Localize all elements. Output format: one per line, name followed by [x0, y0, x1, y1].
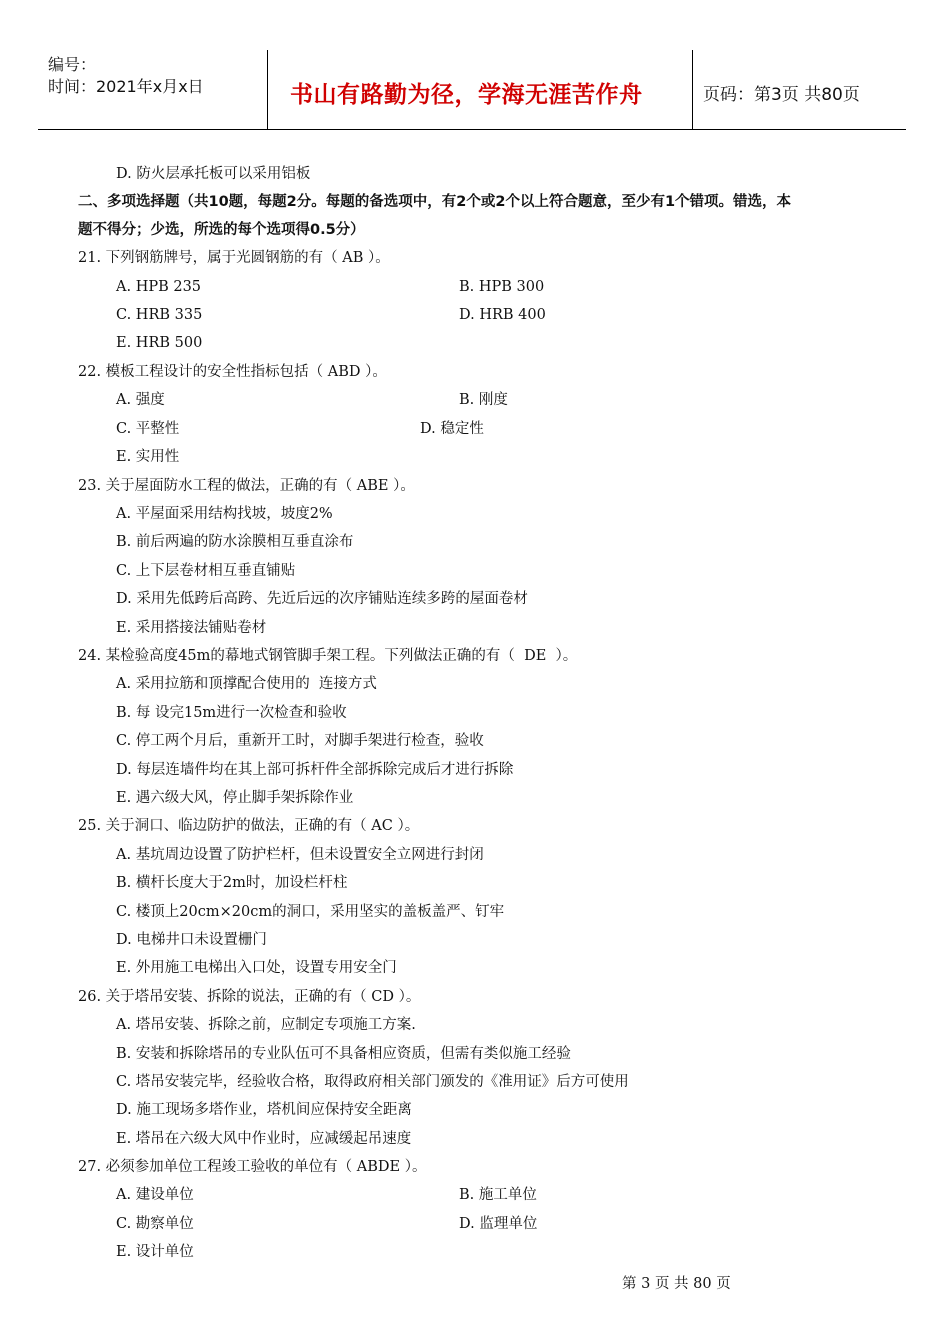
- question-23: 23. 关于屋面防水工程的做法，正确的有（ ABE ）。: [78, 478, 415, 494]
- option-line: A. 采用拉筋和顶撑配合使用的 连接方式: [116, 676, 377, 692]
- question-22: 22. 模板工程设计的安全性指标包括（ ABD ）。: [78, 364, 387, 380]
- option-line: E. HRB 500: [116, 335, 203, 351]
- option-line: E. 遇六级大风，停止脚手架拆除作业: [116, 790, 354, 806]
- option-line: B. 刚度: [459, 392, 508, 408]
- option-line: C. HRB 335: [116, 307, 203, 323]
- option-line: D. 监理单位: [459, 1216, 538, 1232]
- time-label: 时间：2021年x月x日: [48, 77, 204, 96]
- option-line: D. 防火层承托板可以采用铝板: [116, 166, 311, 182]
- question-26: 26. 关于塔吊安装、拆除的说法，正确的有（ CD ）。: [78, 989, 421, 1005]
- question-21: 21. 下列钢筋牌号，属于光圆钢筋的有（ AB ）。: [78, 250, 390, 266]
- option-line: E. 设计单位: [116, 1244, 194, 1260]
- option-line: E. 采用搭接法铺贴卷材: [116, 620, 267, 636]
- header-divider-right: [692, 50, 693, 129]
- option-line: A. 塔吊安装、拆除之前，应制定专项施工方案.: [116, 1017, 416, 1033]
- header-divider-left: [267, 50, 268, 129]
- option-line: C. 勘察单位: [116, 1216, 194, 1232]
- option-line: B. HPB 300: [459, 279, 545, 295]
- option-line: B. 施工单位: [459, 1187, 537, 1203]
- page-header: [38, 50, 906, 130]
- header-motto: 书山有路勤为径，学海无涯苦作舟: [290, 81, 643, 108]
- question-27: 27. 必须参加单位工程竣工验收的单位有（ ABDE ）。: [78, 1159, 427, 1175]
- option-line: B. 横杆长度大于2m时，加设栏杆柱: [116, 875, 348, 891]
- section-heading-cont: 题不得分；少选，所选的每个选项得0.5分）: [78, 222, 365, 238]
- header-meta: [48, 54, 204, 98]
- page-footer: 第 3 页 共 80 页: [622, 1276, 731, 1292]
- option-line: C. 楼顶上20cm×20cm的洞口，采用坚实的盖板盖严、钉牢: [116, 904, 505, 920]
- option-line: D. 采用先低跨后高跨、先近后远的次序铺贴连续多跨的屋面卷材: [116, 591, 528, 607]
- option-line: C. 塔吊安装完毕，经验收合格，取得政府相关部门颁发的《准用证》后方可使用: [116, 1074, 629, 1090]
- option-line: D. 稳定性: [420, 421, 484, 437]
- option-line: D. 每层连墙件均在其上部可拆杆件全部拆除完成后才进行拆除: [116, 762, 514, 778]
- question-24: 24. 某检验高度45m的幕地式钢管脚手架工程。下列做法正确的有（ DE ）。: [78, 648, 578, 664]
- option-line: B. 安装和拆除塔吊的专业队伍可不具备相应资质，但需有类似施工经验: [116, 1046, 571, 1062]
- number-label: 编号：: [48, 55, 97, 74]
- option-line: E. 塔吊在六级大风中作业时，应减缓起吊速度: [116, 1131, 412, 1147]
- option-line: E. 实用性: [116, 449, 180, 465]
- option-line: C. 平整性: [116, 421, 180, 437]
- option-line: D. 电梯井口未设置栅门: [116, 932, 267, 948]
- option-line: A. HPB 235: [116, 279, 202, 295]
- option-line: B. 前后两遍的防水涂膜相互垂直涂布: [116, 534, 354, 550]
- option-line: A. 强度: [116, 392, 165, 408]
- option-line: C. 停工两个月后，重新开工时，对脚手架进行检查，验收: [116, 733, 484, 749]
- option-line: A. 基坑周边设置了防护栏杆，但未设置安全立网进行封闭: [116, 847, 484, 863]
- option-line: A. 平屋面采用结构找坡，坡度2%: [116, 506, 333, 522]
- section-heading: 二、多项选择题（共10题，每题2分。每题的备选项中，有2个或2个以上符合题意，至少有1个错项。错选，本: [78, 194, 792, 210]
- option-line: D. 施工现场多塔作业，塔机间应保持安全距离: [116, 1102, 412, 1118]
- option-line: B. 每 设完15m进行一次检查和验收: [116, 705, 347, 721]
- option-line: C. 上下层卷材相互垂直铺贴: [116, 563, 296, 579]
- option-line: A. 建设单位: [116, 1187, 194, 1203]
- option-line: E. 外用施工电梯出入口处，设置专用安全门: [116, 960, 397, 976]
- header-page-info: 页码：第3页 共80页: [703, 85, 860, 105]
- question-25: 25. 关于洞口、临边防护的做法，正确的有（ AC ）。: [78, 818, 420, 834]
- option-line: D. HRB 400: [459, 307, 546, 323]
